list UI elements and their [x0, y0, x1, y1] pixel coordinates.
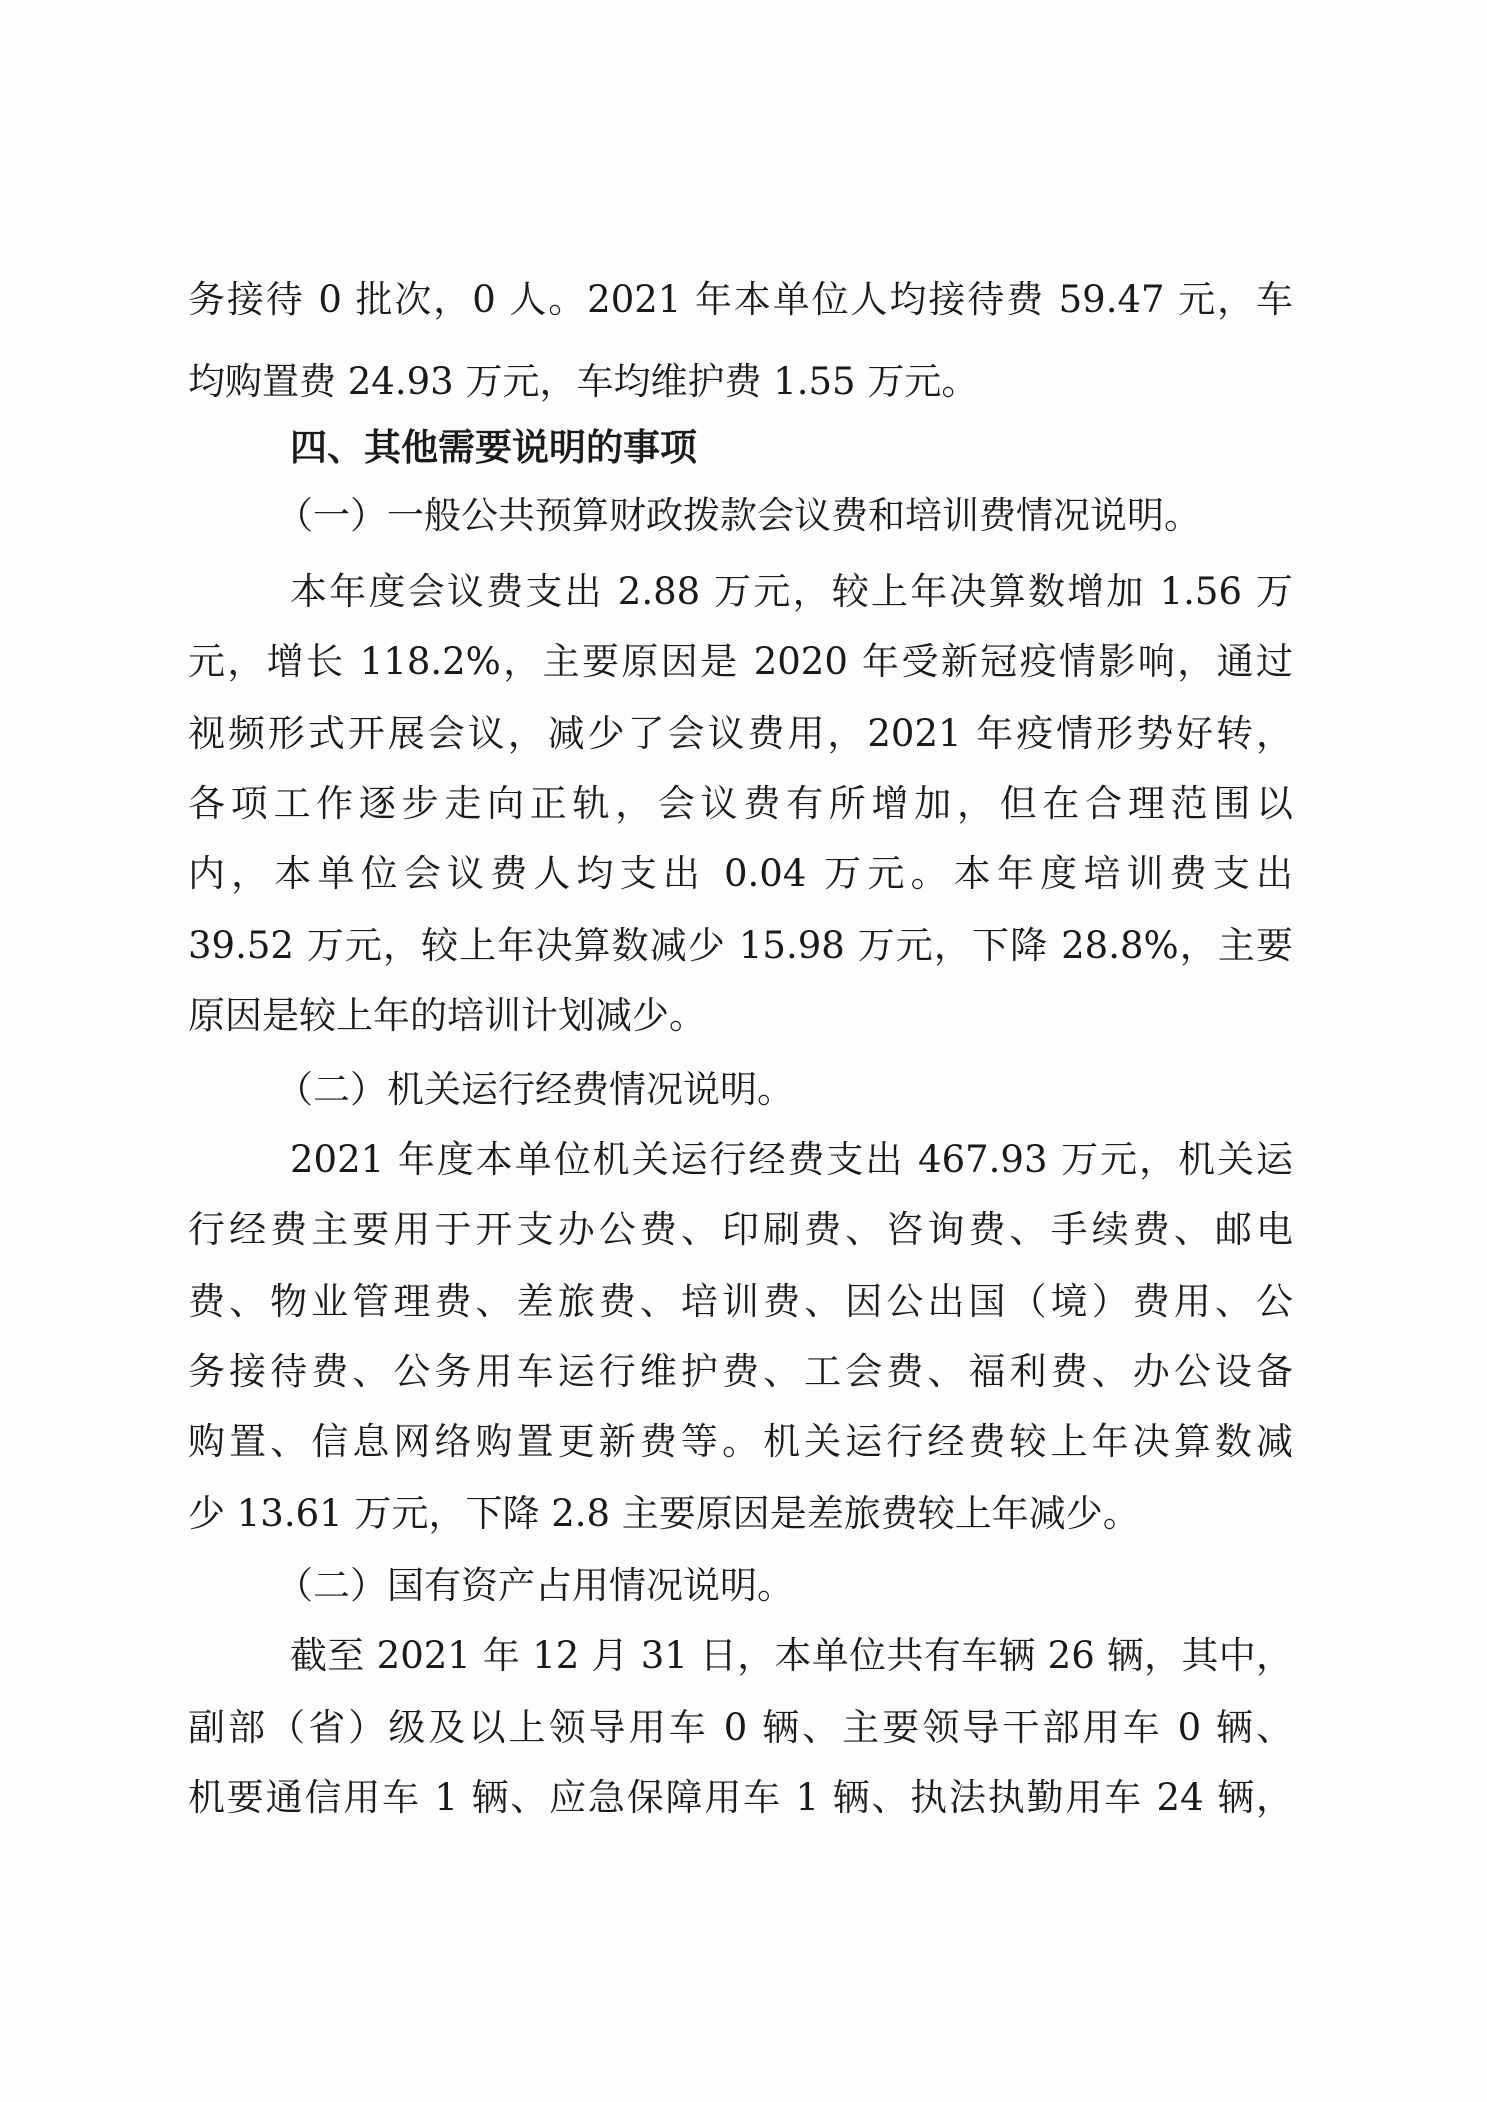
subsection-heading-2: （二）机关运行经费情况说明。 — [276, 1068, 794, 1111]
body-line-11: 原因是较上年的培训计划减少。 — [188, 994, 706, 1037]
body-line-17: 购置、信息网络购置更新费等。机关运行经费较上年决算数减 — [188, 1420, 1293, 1463]
body-line-20: 截至 2021 年 12 月 31 日，本单位共有车辆 26 辆，其中， — [290, 1634, 1293, 1677]
body-line-6: 元，增长 118.2%，主要原因是 2020 年受新冠疫情影响，通过 — [188, 640, 1293, 683]
body-line-22: 机要通信用车 1 辆、应急保障用车 1 辆、执法执勤用车 24 辆， — [188, 1776, 1293, 1819]
body-line-21: 副部（省）级及以上领导用车 0 辆、主要领导干部用车 0 辆、 — [188, 1706, 1293, 1749]
body-line-2: 均购置费 24.93 万元，车均维护费 1.55 万元。 — [188, 360, 979, 403]
body-line-10: 39.52 万元，较上年决算数减少 15.98 万元，下降 28.8%，主要 — [188, 924, 1293, 967]
section-heading: 四、其他需要说明的事项 — [290, 426, 697, 469]
subsection-heading-3: （二）国有资产占用情况说明。 — [276, 1564, 794, 1607]
body-line-15: 费、物业管理费、差旅费、培训费、因公出国（境）费用、公 — [188, 1280, 1293, 1323]
body-line-18: 少 13.61 万元，下降 2.8 主要原因是差旅费较上年减少。 — [188, 1492, 1140, 1535]
body-line-9: 内，本单位会议费人均支出 0.04 万元。本年度培训费支出 — [188, 852, 1293, 895]
body-line-5: 本年度会议费支出 2.88 万元，较上年决算数增加 1.56 万 — [290, 570, 1293, 613]
body-line-14: 行经费主要用于开支办公费、印刷费、咨询费、手续费、邮电 — [188, 1208, 1293, 1251]
body-line-13: 2021 年度本单位机关运行经费支出 467.93 万元，机关运 — [290, 1138, 1293, 1181]
subsection-heading-1: （一）一般公共预算财政拨款会议费和培训费情况说明。 — [276, 494, 1201, 537]
body-line-8: 各项工作逐步走向正轨，会议费有所增加，但在合理范围以 — [188, 782, 1293, 825]
body-line-1: 务接待 0 批次，0 人。2021 年本单位人均接待费 59.47 元，车 — [188, 278, 1293, 321]
body-line-16: 务接待费、公务用车运行维护费、工会费、福利费、办公设备 — [188, 1350, 1293, 1393]
body-line-7: 视频形式开展会议，减少了会议费用，2021 年疫情形势好转， — [188, 712, 1293, 755]
